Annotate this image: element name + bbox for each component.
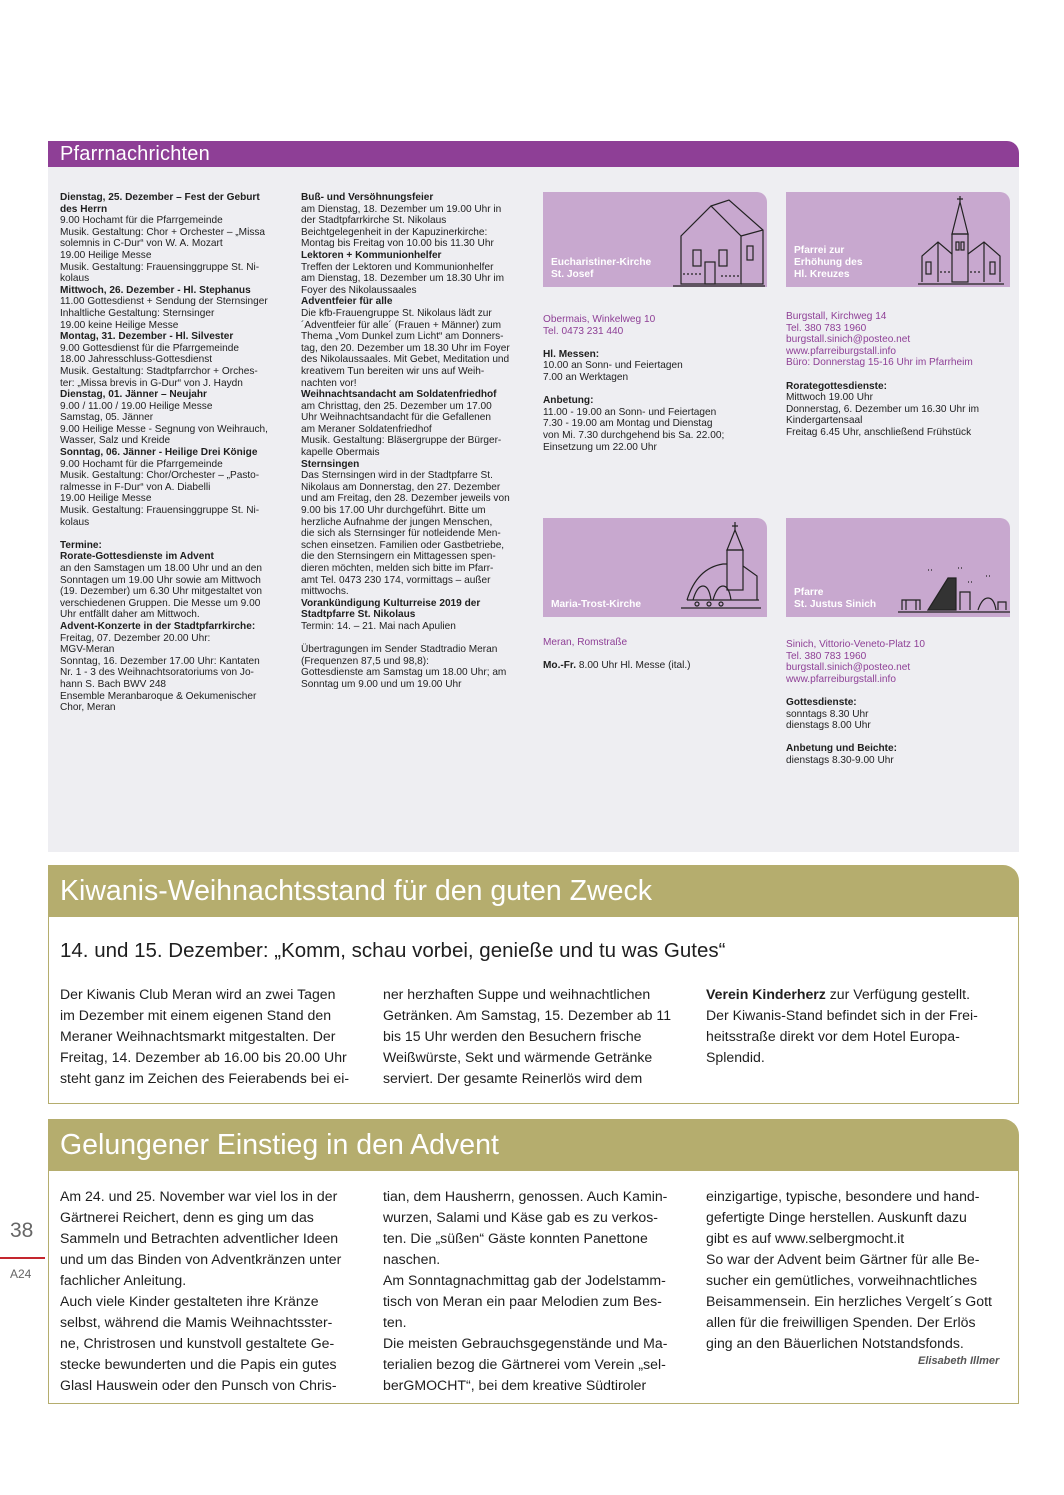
church-info-line: www.pfarreiburgstall.info bbox=[786, 673, 896, 685]
pfarr-text-line: 19.00 Heilige Messe bbox=[60, 249, 152, 261]
article-line: tian, dem Hausherrn, genossen. Auch Kamin- bbox=[383, 1188, 668, 1204]
pfarr-text-line: (Frequenzen 87,5 und 98,8): bbox=[301, 655, 429, 667]
article-line: Sammeln und Betrachten adventlicher Ideen bbox=[60, 1230, 339, 1246]
church-name-line: Hl. Kreuzes bbox=[794, 269, 850, 280]
article-line: ne, Christrosen und kunstvoll gestaltete Ge- bbox=[60, 1335, 335, 1351]
pfarr-text-line: Thema „Vom Dunkel zum Licht“ am Donners- bbox=[301, 331, 504, 343]
pfarr-text-line: der Stadtpfarrkirche St. Nikolaus bbox=[301, 215, 447, 227]
church-info-line: sonntags 8.30 Uhr bbox=[786, 708, 869, 720]
article-line: Meraner Weihnachtsmarkt mitgestalten. Der bbox=[60, 1028, 336, 1044]
page-divider bbox=[0, 1257, 45, 1259]
spacer bbox=[301, 633, 526, 645]
pfarr-text-line: Montag bis Freitag von 10.00 bis 11.30 Uhr bbox=[301, 238, 494, 250]
pfarr-text-line: ralmesse in F-Dur“ von A. Diabelli bbox=[60, 481, 211, 493]
pfarr-text-line: kreativem Tun bereiten wir uns auf Weih- bbox=[301, 365, 485, 377]
pfarr-text-line: Termine: bbox=[60, 539, 102, 551]
article-line: steht ganz im Zeichen des Feierabends bei ei- bbox=[60, 1070, 350, 1086]
church-info-line: www.pfarreiburgstall.info bbox=[786, 345, 896, 357]
pfarr-text-line: Weihnachtsandacht am Soldatenfriedhof bbox=[301, 389, 497, 401]
article-line: fachlicher Anleitung. bbox=[60, 1272, 187, 1288]
article-line: allen für die freiwilligen Spenden. Der Erlös bbox=[706, 1314, 976, 1330]
church-info-line: Gottesdienste: bbox=[786, 696, 857, 708]
church-info-line: Donnerstag, 6. Dezember um 16.30 Uhr im bbox=[786, 403, 979, 415]
pfarr-text-line: Die kfb-Frauengruppe St. Nikolaus lädt zur bbox=[301, 307, 492, 319]
pfarr-text-line: die den Sternsingern ein Mittagessen spen- bbox=[301, 551, 496, 563]
pfarr-text-line: an den Samstagen um 18.00 Uhr und an den bbox=[60, 563, 263, 574]
article-line: Auch viele Kinder gestalteten ihre Kränze bbox=[60, 1293, 319, 1309]
pfarr-text-line: des Herrn bbox=[60, 203, 108, 215]
pfarr-text-line: 18.00 Jahresschluss-Gottesdienst bbox=[60, 354, 213, 366]
pfarr-text-line: Buß- und Versöhnungsfeier bbox=[301, 192, 434, 203]
pfarr-text-line: 9.00 Heilige Messe - Segnung von Weihrauch, bbox=[60, 423, 268, 435]
article-line: einzigartige, typische, besondere und hand- bbox=[706, 1188, 980, 1204]
pfarr-text-line: Uhr Weihnachtsandacht für die Gefallenen bbox=[301, 412, 492, 424]
church-info-line: Obermais, Winkelweg 10 bbox=[543, 314, 656, 325]
pfarr-text-line: Sonntag, 06. Jänner - Heilige Drei Könige bbox=[60, 447, 258, 459]
church-info-line: Büro: Donnerstag 15-16 Uhr im Pfarrheim bbox=[786, 357, 973, 369]
church-info-line: Mittwoch 19.00 Uhr bbox=[786, 392, 873, 404]
church-info-line: dienstags 8.30-9.00 Uhr bbox=[786, 754, 894, 766]
pfarr-text-line: Vorankündigung Kulturreise 2019 der bbox=[301, 597, 481, 609]
article-line: Glasl Hauswein oder den Punsch von Chris- bbox=[60, 1377, 337, 1393]
pfarr-text-line: 9.00 / 11.00 / 19.00 Heilige Messe bbox=[60, 400, 213, 412]
church-image-maria-trost bbox=[543, 518, 767, 617]
spacer bbox=[543, 649, 773, 661]
church-drawing-icon bbox=[671, 196, 767, 287]
article-line: Die meisten Gebrauchsgegenstände und Ma- bbox=[383, 1335, 668, 1351]
church-drawing-icon bbox=[677, 520, 765, 616]
pfarr-text-line: (19. Dezember) um 6.30 Uhr mitgestaltet von bbox=[60, 586, 262, 598]
pfarr-text-line: Uhr entfällt daher am Mittwoch. bbox=[60, 609, 200, 621]
pfarr-text-line: Inhaltliche Gestaltung: Sternsinger bbox=[60, 307, 215, 319]
kiwanis-col3-line bbox=[706, 984, 1011, 1005]
church-info-line: burgstall.sinich@posteo.net bbox=[786, 334, 911, 346]
church-name-line: Pfarre bbox=[794, 587, 824, 598]
pfarrnachrichten-title: Pfarrnachrichten bbox=[48, 141, 1019, 167]
article-line: gibt es auf www.selbergmocht.it bbox=[706, 1230, 905, 1246]
church-name-line: St. Justus Sinich bbox=[794, 599, 877, 610]
pfarr-text-line: tag, den 20. Dezember um 18.30 Uhr im Foyer bbox=[301, 342, 510, 354]
article-line: Freitag, 14. Dezember ab 16.00 bis 20.00 Uhr bbox=[60, 1049, 347, 1065]
kiwanis-title: Kiwanis-Weihnachtsstand für den guten Zweck bbox=[48, 865, 1019, 917]
pfarr-text-line: Termin: 14. – 21. Mai nach Apulien bbox=[301, 620, 456, 632]
church-info-line: Kindergartensaal bbox=[786, 415, 863, 427]
pfarr-text-line: Advent-Konzerte in der Stadtpfarrkirche: bbox=[60, 620, 256, 632]
pfarr-text-line: Mittwoch, 26. Dezember - Hl. Stephanus bbox=[60, 284, 251, 296]
pfarr-text-line: 19.00 keine Heilige Messe bbox=[60, 319, 179, 331]
church-name-line: Pfarrei zur bbox=[794, 245, 845, 256]
pfarr-text-line: die sich als Sternsinger für notleidende Men- bbox=[301, 528, 501, 540]
church-name-maria-trost bbox=[551, 599, 641, 611]
pfarr-text-line: Sternsingen bbox=[301, 458, 360, 470]
page-number: 38 bbox=[10, 1219, 34, 1242]
church-info-line: Anbetung: bbox=[543, 395, 594, 407]
article-line: bis 15 Uhr werden den Besuchern frische bbox=[383, 1028, 642, 1044]
article-line: Getränken. Am Samstag, 15. Dezember ab 11 bbox=[383, 1007, 672, 1023]
kiwanis-column-1 bbox=[60, 984, 360, 1089]
pfarr-text-line: 9.00 Hochamt für die Pfarrgemeinde bbox=[60, 458, 223, 470]
church-info-line: von Mi. 7.30 durchgehend bis Sa. 22.00; bbox=[543, 429, 725, 441]
article-line: terialien bezog die Gärtnerei vom Verein „sel- bbox=[383, 1356, 666, 1372]
church-info-line: Meran, Romstraße bbox=[543, 637, 628, 648]
pfarr-text-line: am Dienstag, 18. Dezember um 18.30 Uhr im bbox=[301, 273, 505, 285]
pfarr-text-line: am Christtag, den 25. Dezember um 17.00 bbox=[301, 400, 492, 412]
article-line: stecke bewunderten und die Papis ein gutes bbox=[60, 1356, 337, 1372]
church-info-maria-trost bbox=[543, 637, 773, 672]
church-info-line: Tel. 380 783 1960 bbox=[786, 322, 867, 334]
pfarr-text-line: mittwochs. bbox=[301, 586, 349, 598]
pfarr-text-line: 9.00 Hochamt für die Pfarrgemeinde bbox=[60, 215, 223, 227]
article-line: ging an den Bäuerlichen Notstandsfonds. bbox=[706, 1335, 964, 1351]
page-code: A24 bbox=[10, 1267, 32, 1281]
pfarr-text-line: Wasser, Salz und Kreide bbox=[60, 435, 171, 447]
pfarr-text-line: und am Freitag, den 28. Dezember jeweils von bbox=[301, 493, 510, 505]
church-info-line: 10.00 an Sonn- und Feiertagen bbox=[543, 360, 683, 372]
pfarr-text-line: Dienstag, 01. Jänner – Neujahr bbox=[60, 389, 207, 401]
pfarr-text-line: ´Adventfeier für alle´ (Frauen + Männer) zum bbox=[301, 319, 501, 331]
pfarr-text-line: Freitag, 07. Dezember 20.00 Uhr: bbox=[60, 632, 211, 644]
church-name-line: Maria-Trost-Kirche bbox=[551, 599, 642, 610]
church-drawing-icon bbox=[916, 194, 1006, 286]
article-line: Splendid. bbox=[706, 1049, 765, 1065]
kiwanis-col3-rest: zur Verfügung gestellt. bbox=[825, 986, 971, 1002]
pfarr-text-line: Musik. Gestaltung: Chor + Orchester – „Missa bbox=[60, 226, 266, 238]
pfarr-text-line: ter: „Missa brevis in G-Dur“ von J. Haydn bbox=[60, 377, 243, 389]
church-name-st-josef bbox=[551, 257, 651, 281]
pfarr-text-line: 11.00 Gottesdienst + Sendung der Sternsinger bbox=[60, 296, 268, 308]
pfarr-text-line: Lektoren + Kommunionhelfer bbox=[301, 249, 442, 261]
article-line: ten. bbox=[383, 1314, 407, 1330]
church-image-st-justus bbox=[786, 518, 1010, 617]
church-info-line: Einsetzung um 22.00 Uhr bbox=[543, 441, 657, 453]
pfarr-text-line: Musik. Gestaltung: Bläsergruppe der Bürger- bbox=[301, 435, 502, 447]
advent-column-3 bbox=[706, 1186, 1011, 1354]
church-info-st-justus bbox=[786, 639, 1016, 767]
church-info-line: dienstags 8.00 Uhr bbox=[786, 720, 871, 732]
kiwanis-column-2 bbox=[383, 984, 683, 1089]
article-line: naschen. bbox=[383, 1251, 441, 1267]
pfarr-column-1 bbox=[60, 192, 285, 714]
spacer bbox=[543, 384, 773, 396]
article-line: Beisammensein. Ein herzliches Vergelt´s Gott bbox=[706, 1293, 992, 1309]
church-info-line: burgstall.sinich@posteo.net bbox=[786, 662, 911, 674]
pfarr-text-line: 19.00 Heilige Messe bbox=[60, 493, 152, 505]
article-line: heitsstraße direkt vor dem Hotel Europa- bbox=[706, 1028, 960, 1044]
church-info-line: Freitag 6.45 Uhr, anschließend Frühstück bbox=[786, 426, 972, 438]
advent-column-2 bbox=[383, 1186, 683, 1396]
pfarr-text-line: Übertragungen im Sender Stadtradio Meran bbox=[301, 644, 498, 656]
church-image-hl-kreuz bbox=[786, 192, 1010, 287]
spacer bbox=[786, 685, 1016, 697]
spacer bbox=[60, 528, 285, 540]
pfarr-text-line: Gottesdienste am Samstag um 18.00 Uhr; am bbox=[301, 667, 507, 679]
church-info-line: Burgstall, Kirchweg 14 bbox=[786, 311, 887, 322]
church-info-line: Hl. Messen: bbox=[543, 348, 600, 360]
article-line: gefertigte Dinge herstellen. Auskunft dazu bbox=[706, 1209, 967, 1225]
pfarr-text-line: Nikolaus am Donnerstag, den 27. Dezember bbox=[301, 481, 501, 493]
church-drawing-icon bbox=[898, 562, 1010, 617]
article-line: selbst, während die Mamis Weihnachtsster- bbox=[60, 1314, 333, 1330]
church-info-line: Tel. 0473 231 440 bbox=[543, 325, 624, 337]
pfarr-text-line: kolaus bbox=[60, 516, 90, 528]
church-image-st-josef bbox=[543, 192, 767, 287]
pfarr-text-line: kapelle Obermais bbox=[301, 447, 380, 459]
church-info-line: 11.00 - 19.00 an Sonn- und Feiertagen bbox=[543, 406, 717, 418]
pfarr-column-2 bbox=[301, 192, 526, 691]
pfarr-text-line: hann S. Bach BWV 248 bbox=[60, 678, 167, 690]
pfarr-text-line: Samstag, 05. Jänner bbox=[60, 412, 154, 424]
kiwanis-column-3 bbox=[706, 984, 1011, 1068]
pfarr-text-line: Rorate-Gottesdienste im Advent bbox=[60, 551, 214, 563]
article-line: serviert. Der gesamte Reinerlös wird dem bbox=[383, 1070, 643, 1086]
article-line: Am Sonntagnachmittag gab der Jodelstamm- bbox=[383, 1272, 666, 1288]
article-line: Der Kiwanis Club Meran wird an zwei Tagen bbox=[60, 986, 336, 1002]
pfarr-text-line: solemnis in C-Dur“ von W. A. Mozart bbox=[60, 238, 223, 250]
pfarr-text-line: verschiedenen Gruppen. Die Messe um 9.00 bbox=[60, 597, 261, 609]
article-line: ten. Die „süßen“ Gäste konnten Panettone bbox=[383, 1230, 648, 1246]
pfarr-text-line: Chor, Meran bbox=[60, 702, 116, 714]
pfarr-text-line: Dienstag, 25. Dezember – Fest der Geburt bbox=[60, 192, 260, 203]
author-signature: Elisabeth Illmer bbox=[918, 1355, 1000, 1367]
pfarr-text-line: MGV-Meran bbox=[60, 644, 115, 656]
pfarr-text-line: des Nikolaussaales. Mit Gebet, Meditation und bbox=[301, 354, 510, 366]
pfarr-text-line: Sonntag, 16. Dezember 17.00 Uhr: Kantaten bbox=[60, 655, 260, 667]
church-info-st-josef bbox=[543, 314, 773, 453]
advent-column-1 bbox=[60, 1186, 360, 1396]
church-name-st-justus bbox=[794, 587, 876, 611]
pfarr-text-line: Musik. Gestaltung: Frauensinggruppe St. Ni- bbox=[60, 261, 260, 273]
article-line: und um das Binden von Adventkränzen unter bbox=[60, 1251, 342, 1267]
kiwanis-subtitle: 14. und 15. Dezember: „Komm, schau vorbei, genieße und tu was Gutes“ bbox=[60, 939, 726, 962]
spacer bbox=[786, 732, 1016, 744]
pfarr-text-line: amt Tel. 0473 230 174, vormittags – außer bbox=[301, 574, 491, 586]
pfarr-text-line: Foyer des Nikolaussaales bbox=[301, 284, 417, 296]
pfarr-text-line: 9.00 Gottesdienst für die Pfarrgemeinde bbox=[60, 342, 239, 354]
article-line: Der Kiwanis-Stand befindet sich in der Frei- bbox=[706, 1007, 978, 1023]
church-info-line: Mo.-Fr. 8.00 Uhr Hl. Messe (ital.) bbox=[543, 660, 691, 672]
pfarr-text-line: Musik. Gestaltung: Chor/Orchester – „Pasto- bbox=[60, 470, 260, 482]
church-info-line: Anbetung und Beichte: bbox=[786, 743, 898, 755]
pfarr-text-line: Montag, 31. Dezember - Hl. Silvester bbox=[60, 331, 234, 343]
pfarr-text-line: Musik. Gestaltung: Frauensinggruppe St. Ni- bbox=[60, 505, 260, 517]
article-line: Gärtnerei Reichert, denn es ging um das bbox=[60, 1209, 314, 1225]
article-line: tisch von Meran ein paar Melodien zum Bes- bbox=[383, 1293, 662, 1309]
article-line: So war der Advent beim Gärtner für alle Be- bbox=[706, 1251, 980, 1267]
church-name-line: Eucharistiner-Kirche bbox=[551, 257, 652, 268]
church-info-line: 7.30 - 19.00 am Montag und Dienstag bbox=[543, 418, 713, 430]
pfarr-text-line: nachten vor! bbox=[301, 377, 357, 389]
pfarr-text-line: Musik. Gestaltung: Stadtpfarrchor + Orches- bbox=[60, 365, 258, 377]
spacer bbox=[543, 337, 773, 349]
pfarr-text-line: Das Sternsingen wird in der Stadtpfarre St. bbox=[301, 470, 493, 482]
pfarr-text-line: dieren möchten, melden sich bitte im Pfarr- bbox=[301, 563, 494, 574]
advent-title: Gelungener Einstieg in den Advent bbox=[48, 1119, 1019, 1171]
pfarr-text-line: Ensemble Meranbaroque & Oekumenischer bbox=[60, 690, 257, 702]
article-line: Weißwürste, Sekt und wärmende Getränke bbox=[383, 1049, 653, 1065]
article-line: Am 24. und 25. November war viel los in der bbox=[60, 1188, 338, 1204]
pfarr-text-line: Nr. 1 - 3 des Weihnachtsoratoriums von Jo- bbox=[60, 667, 254, 679]
church-info-line: Rorategottesdienste: bbox=[786, 380, 887, 392]
pfarr-text-line: Beichtgelegenheit in der Kapuzinerkirche: bbox=[301, 226, 488, 238]
pfarr-text-line: Sonntagen um 19.00 Uhr sowie am Mittwoch bbox=[60, 574, 261, 586]
church-name-line: St. Josef bbox=[551, 269, 594, 280]
article-line: berGMOCHT“, bei dem kreative Südtiroler bbox=[383, 1377, 647, 1393]
pfarr-text-line: Stadtpfarre St. Nikolaus bbox=[301, 609, 416, 621]
church-name-line: Erhöhung des bbox=[794, 257, 863, 268]
church-info-line: Sinich, Vittorio-Veneto-Platz 10 bbox=[786, 639, 925, 650]
pfarr-text-line: 9.00 bis 17.00 Uhr durchgeführt. Bitte um bbox=[301, 505, 486, 517]
article-line: sucher ein gemütliches, vorweihnachtliches bbox=[706, 1272, 978, 1288]
pfarr-text-line: am Dienstag, 18. Dezember um 19.00 Uhr in bbox=[301, 203, 502, 215]
article-line: ner herzhaften Suppe und weihnachtlichen bbox=[383, 986, 651, 1002]
kiwanis-col3-lines bbox=[706, 1005, 1011, 1068]
pfarr-text-line: Treffen der Lektoren und Kommunionhelfer bbox=[301, 261, 494, 273]
church-info-line: 7.00 an Werktagen bbox=[543, 371, 629, 383]
pfarr-text-line: Adventfeier für alle bbox=[301, 296, 393, 308]
pfarr-text-line: kolaus bbox=[60, 273, 90, 285]
pfarr-text-line: herzliche Aufnahme der jungen Menschen, bbox=[301, 516, 493, 528]
spacer bbox=[786, 369, 1016, 381]
church-name-hl-kreuz bbox=[794, 245, 862, 281]
pfarr-text-line: Sonntag um 9.00 und um 19.00 Uhr bbox=[301, 678, 462, 690]
article-line: im Dezember mit einem eigenen Stand den bbox=[60, 1007, 332, 1023]
church-info-line: Tel. 380 783 1960 bbox=[786, 650, 867, 662]
pfarr-text-line: schen einsetzen. Familien oder Gastbetriebe, bbox=[301, 539, 505, 551]
verein-kinderherz-text: Verein Kinderherz bbox=[706, 986, 826, 1002]
article-line: wurzen, Salami und Käse gab es zu verkos- bbox=[383, 1209, 658, 1225]
church-info-hl-kreuz bbox=[786, 311, 1016, 439]
pfarr-text-line: am Meraner Soldatenfriedhof bbox=[301, 423, 432, 435]
